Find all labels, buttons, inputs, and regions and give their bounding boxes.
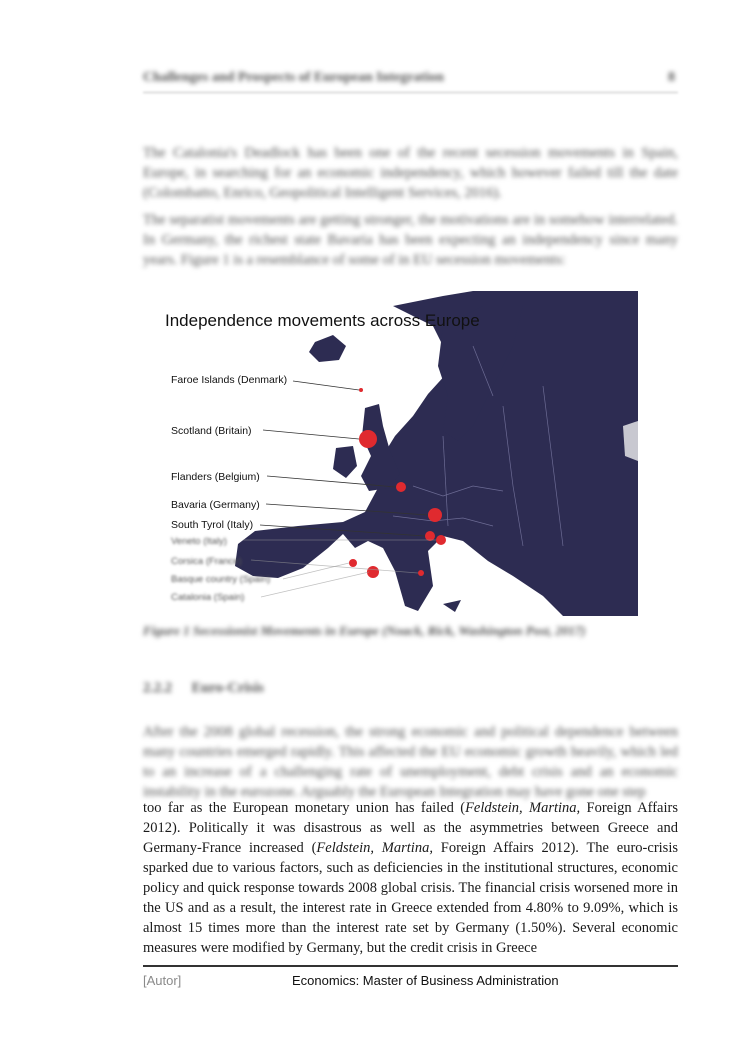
map-land-ireland	[333, 446, 357, 478]
footer-rule	[143, 965, 678, 967]
marker-faroe	[359, 388, 363, 392]
map-land-corsica	[418, 566, 423, 588]
label-flanders: Flanders (Belgium)	[171, 471, 260, 483]
figure-caption: Figure 1 Secessionist Movements in Europe (Noack, Rick, Washington Post, 2017)	[143, 623, 586, 638]
section-number: 2.2.2	[143, 680, 172, 696]
label-veneto: Veneto (Italy)	[171, 536, 227, 547]
header-rule	[143, 92, 678, 93]
label-bavaria: Bavaria (Germany)	[171, 499, 260, 511]
marker-scotland	[359, 430, 377, 448]
page-number: 8	[668, 70, 675, 85]
label-catalonia: Catalonia (Spain)	[171, 592, 245, 603]
label-south-tyrol: South Tyrol (Italy)	[171, 519, 254, 531]
running-header-title: Challenges and Prospects of European Integration	[143, 70, 444, 85]
footer-author: [Autor]	[143, 973, 182, 988]
marker-flanders	[396, 482, 406, 492]
footer-course: Economics: Master of Business Administration	[292, 973, 559, 988]
p4-citation-2: Feldstein, Martina,	[316, 840, 433, 856]
section-title: Euro-Crisis	[191, 680, 264, 696]
marker-south-tyrol	[425, 531, 435, 541]
paragraph-catalonia: The Catalonia's Deadlock has been one of the recent secession movements in Spain, Europe, in searching for an economic independency, which however failed till the date (Colombatto, Enrico, Geopolitical Intelligent Services, 2016).	[143, 145, 678, 201]
marker-basque	[349, 559, 357, 567]
map-title: Independence movements across Europe	[165, 311, 480, 330]
p4-text-1: too far as the European monetary union has failed (	[143, 800, 466, 816]
label-basque: Basque country (Spain)	[171, 574, 271, 585]
marker-corsica	[418, 570, 424, 576]
section-heading	[143, 680, 264, 697]
map-land-mainland	[235, 291, 638, 616]
map-land-east-edge	[623, 421, 638, 461]
map-land-sicily	[443, 600, 461, 612]
p4-citation-1: Feldstein, Martina,	[465, 800, 581, 816]
marker-veneto	[436, 535, 446, 545]
p4-text-3: Foreign Affairs 2012). The euro-crisis sparked due to various factors, such as deficiencies in the institutional structures, economic policy and quick response towards 2008 global crisis. The financial crisis worsened more in the US and as a result, the interest rate in Greece extended from 4.80% to 9.09%, which is almost 15 times more than the interest rate set by Germany (1.50%). Several economic measures were modified by Germany, but the credit crisis in Greece	[143, 840, 678, 956]
paragraph-separatist: The separatist movements are getting stronger, the motivations are in somehow interrelated. In Germany, the richest state Bavaria has been expecting an independency since many years. Figure 1 is a resemblance of some of in EU secession movements:	[143, 212, 678, 268]
map-land-iceland	[309, 335, 346, 362]
label-corsica: Corsica (France)	[171, 556, 242, 567]
paragraph-recession-blurred: After the 2008 global recession, the strong economic and political dependence between many countries emerged rapidly. This affected the EU economic growth heavily, which led to an increase of a challenging rate of unemployment, debt crisis and an economic instability in the eurozone. Arguably the European Integration may have gone one step	[143, 724, 678, 800]
marker-bavaria	[428, 508, 442, 522]
label-faroe: Faroe Islands (Denmark)	[171, 374, 288, 386]
europe-independence-map	[143, 286, 638, 616]
label-scotland: Scotland (Britain)	[171, 425, 252, 437]
paragraph-euro-crisis	[143, 798, 678, 958]
p4-text-2: Foreign Affairs 2012). Politically it was disastrous as well as the asymmetries between Greece and Germany-France increased (	[143, 800, 678, 856]
